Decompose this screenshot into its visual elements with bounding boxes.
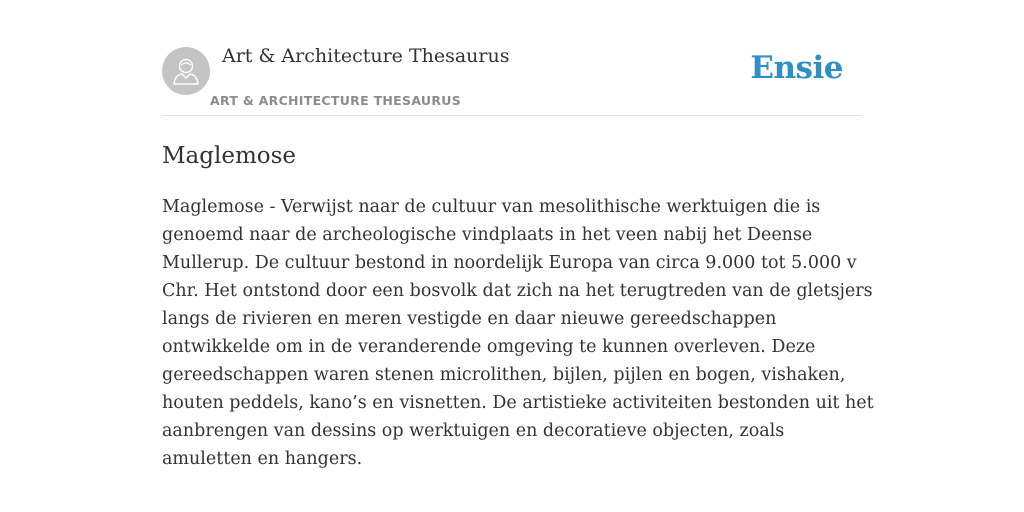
entry-title: Maglemose — [162, 143, 297, 169]
user-icon — [172, 56, 200, 86]
author-name[interactable]: Art & Architecture Thesaurus — [222, 45, 510, 67]
source-label[interactable]: ART & ARCHITECTURE THESAURUS — [210, 93, 462, 108]
entry-card — [162, 44, 874, 473]
entry-header — [162, 44, 862, 116]
entry-body: Maglemose - Verwijst naar de cultuur van mesolithische werktuigen die is genoemd naar de archeologische vindplaats in het veen nabij het Deense Mullerup. De cultuur bestond in noordelijk Europa van circa 9.000 tot 5.000 v Chr. Het ontstond door een bosvolk dat zich na het terugtreden van de gletsjers langs de rivieren en meren vestigde en daar nieuwe gereedschappen ontwikkelde om in de veranderende omgeving te kunnen overleven. Deze gereedschappen waren stenen microlithen, bijlen, pijlen en bogen, vishaken, houten peddels, kano’s en visnetten. De artistieke activiteiten bestonden uit het aanbrengen van dessins op werktuigen en decoratieve objecten, zoals amuletten en hangers. — [162, 197, 874, 469]
brand-logo[interactable]: Ensie — [750, 50, 843, 86]
avatar[interactable] — [162, 47, 210, 95]
